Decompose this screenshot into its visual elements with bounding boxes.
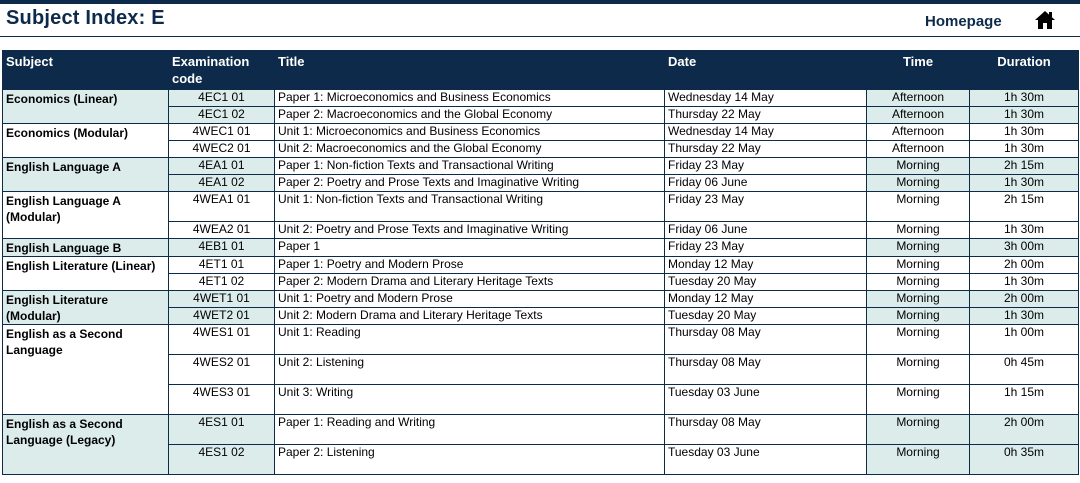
- duration-cell: 1h 30m: [970, 124, 1079, 141]
- column-header-examination-code: Examination code: [169, 51, 275, 90]
- column-header-title: Title: [275, 51, 665, 90]
- exam-code-cell: 4WEA1 01: [169, 192, 275, 222]
- table-row: [3, 415, 1079, 445]
- title-cell: Paper 2: Listening: [275, 445, 665, 475]
- date-cell: Friday 23 May: [665, 239, 867, 257]
- title-cell: Unit 2: Poetry and Prose Texts and Imaginative Writing: [275, 222, 665, 239]
- duration-cell: 1h 30m: [970, 90, 1079, 107]
- exam-code-cell: 4WEC2 01: [169, 141, 275, 158]
- subject-cell: English Language B: [3, 239, 169, 257]
- title-cell: Unit 1: Non-fiction Texts and Transactional Writing: [275, 192, 665, 222]
- title-cell: Unit 2: Modern Drama and Literary Heritage Texts: [275, 308, 665, 325]
- exam-code-cell: 4ET1 02: [169, 274, 275, 291]
- exam-code-cell: 4EA1 02: [169, 175, 275, 192]
- column-header-subject: Subject: [3, 51, 169, 90]
- exam-code-cell: 4ET1 01: [169, 257, 275, 274]
- column-header-duration: Duration: [970, 51, 1079, 90]
- duration-cell: 2h 00m: [970, 291, 1079, 308]
- time-cell: Morning: [867, 385, 970, 415]
- column-header-date: Date: [665, 51, 867, 90]
- time-cell: Morning: [867, 274, 970, 291]
- title-cell: Unit 1: Microeconomics and Business Economics: [275, 124, 665, 141]
- subject-index-table: [2, 50, 1079, 475]
- duration-cell: 1h 30m: [970, 141, 1079, 158]
- date-cell: Tuesday 20 May: [665, 274, 867, 291]
- exam-code-cell: 4EC1 02: [169, 107, 275, 124]
- time-cell: Morning: [867, 291, 970, 308]
- time-cell: Morning: [867, 308, 970, 325]
- column-header-time: Time: [867, 51, 970, 90]
- exam-code-cell: 4EA1 01: [169, 158, 275, 175]
- duration-cell: 2h 15m: [970, 158, 1079, 175]
- subject-cell: English Language A (Modular): [3, 192, 169, 239]
- subject-cell: English Literature (Modular): [3, 291, 169, 325]
- table-row: [3, 158, 1079, 175]
- time-cell: Morning: [867, 415, 970, 445]
- exam-code-cell: 4WES1 01: [169, 325, 275, 355]
- date-cell: Tuesday 20 May: [665, 308, 867, 325]
- exam-code-cell: 4WEC1 01: [169, 124, 275, 141]
- duration-cell: 0h 45m: [970, 355, 1079, 385]
- date-cell: Friday 23 May: [665, 192, 867, 222]
- date-cell: Thursday 08 May: [665, 355, 867, 385]
- subject-cell: English Literature (Linear): [3, 257, 169, 291]
- date-cell: Thursday 08 May: [665, 415, 867, 445]
- table-row: [3, 239, 1079, 257]
- duration-cell: 2h 15m: [970, 192, 1079, 222]
- time-cell: Morning: [867, 175, 970, 192]
- duration-cell: 1h 15m: [970, 385, 1079, 415]
- duration-cell: 2h 00m: [970, 415, 1079, 445]
- page-header: [0, 4, 1080, 34]
- table-body: [3, 90, 1079, 475]
- table-row: [3, 124, 1079, 141]
- duration-cell: 2h 00m: [970, 257, 1079, 274]
- exam-code-cell: 4ES1 02: [169, 445, 275, 475]
- subject-cell: Economics (Modular): [3, 124, 169, 158]
- table-row: [3, 192, 1079, 222]
- title-cell: Paper 2: Macroeconomics and the Global Economy: [275, 107, 665, 124]
- time-cell: Morning: [867, 325, 970, 355]
- exam-code-cell: 4ES1 01: [169, 415, 275, 445]
- time-cell: Afternoon: [867, 107, 970, 124]
- date-cell: Thursday 22 May: [665, 107, 867, 124]
- title-cell: Paper 2: Poetry and Prose Texts and Imaginative Writing: [275, 175, 665, 192]
- duration-cell: 1h 30m: [970, 107, 1079, 124]
- duration-cell: 1h 30m: [970, 274, 1079, 291]
- table-row: [3, 90, 1079, 107]
- date-cell: Friday 23 May: [665, 158, 867, 175]
- subject-cell: English as a Second Language: [3, 325, 169, 415]
- table-row: [3, 291, 1079, 308]
- home-icon[interactable]: [1034, 10, 1056, 30]
- title-cell: Unit 1: Reading: [275, 325, 665, 355]
- title-cell: Unit 1: Poetry and Modern Prose: [275, 291, 665, 308]
- title-cell: Unit 2: Macroeconomics and the Global Economy: [275, 141, 665, 158]
- subject-cell: English Language A: [3, 158, 169, 192]
- duration-cell: 3h 00m: [970, 239, 1079, 257]
- title-cell: Paper 1: Non-fiction Texts and Transactional Writing: [275, 158, 665, 175]
- duration-cell: 1h 00m: [970, 325, 1079, 355]
- time-cell: Morning: [867, 222, 970, 239]
- time-cell: Afternoon: [867, 124, 970, 141]
- title-cell: Unit 2: Listening: [275, 355, 665, 385]
- date-cell: Monday 12 May: [665, 291, 867, 308]
- table-row: [3, 325, 1079, 355]
- date-cell: Friday 06 June: [665, 175, 867, 192]
- duration-cell: 1h 30m: [970, 175, 1079, 192]
- exam-code-cell: 4EC1 01: [169, 90, 275, 107]
- title-cell: Unit 3: Writing: [275, 385, 665, 415]
- exam-code-cell: 4WES2 01: [169, 355, 275, 385]
- title-cell: Paper 1: Microeconomics and Business Economics: [275, 90, 665, 107]
- time-cell: Morning: [867, 158, 970, 175]
- page-title: Subject Index: E: [6, 7, 165, 29]
- homepage-link[interactable]: Homepage: [925, 13, 1002, 30]
- exam-code-cell: 4WEA2 01: [169, 222, 275, 239]
- title-cell: Paper 1: [275, 239, 665, 257]
- duration-cell: 1h 30m: [970, 308, 1079, 325]
- subject-cell: English as a Second Language (Legacy): [3, 415, 169, 475]
- date-cell: Thursday 08 May: [665, 325, 867, 355]
- title-cell: Paper 2: Modern Drama and Literary Heritage Texts: [275, 274, 665, 291]
- time-cell: Morning: [867, 355, 970, 385]
- time-cell: Morning: [867, 257, 970, 274]
- table-header-row: [3, 51, 1079, 90]
- time-cell: Morning: [867, 445, 970, 475]
- header-rule: [0, 36, 1080, 37]
- date-cell: Monday 12 May: [665, 257, 867, 274]
- subject-cell: Economics (Linear): [3, 90, 169, 124]
- time-cell: Morning: [867, 192, 970, 222]
- time-cell: Morning: [867, 239, 970, 257]
- exam-code-cell: 4WES3 01: [169, 385, 275, 415]
- title-cell: Paper 1: Reading and Writing: [275, 415, 665, 445]
- exam-code-cell: 4WET2 01: [169, 308, 275, 325]
- table-row: [3, 257, 1079, 274]
- duration-cell: 0h 35m: [970, 445, 1079, 475]
- time-cell: Afternoon: [867, 141, 970, 158]
- date-cell: Friday 06 June: [665, 222, 867, 239]
- date-cell: Thursday 22 May: [665, 141, 867, 158]
- date-cell: Wednesday 14 May: [665, 124, 867, 141]
- title-cell: Paper 1: Poetry and Modern Prose: [275, 257, 665, 274]
- duration-cell: 1h 30m: [970, 222, 1079, 239]
- date-cell: Tuesday 03 June: [665, 385, 867, 415]
- date-cell: Tuesday 03 June: [665, 445, 867, 475]
- time-cell: Afternoon: [867, 90, 970, 107]
- exam-code-cell: 4EB1 01: [169, 239, 275, 257]
- exam-code-cell: 4WET1 01: [169, 291, 275, 308]
- date-cell: Wednesday 14 May: [665, 90, 867, 107]
